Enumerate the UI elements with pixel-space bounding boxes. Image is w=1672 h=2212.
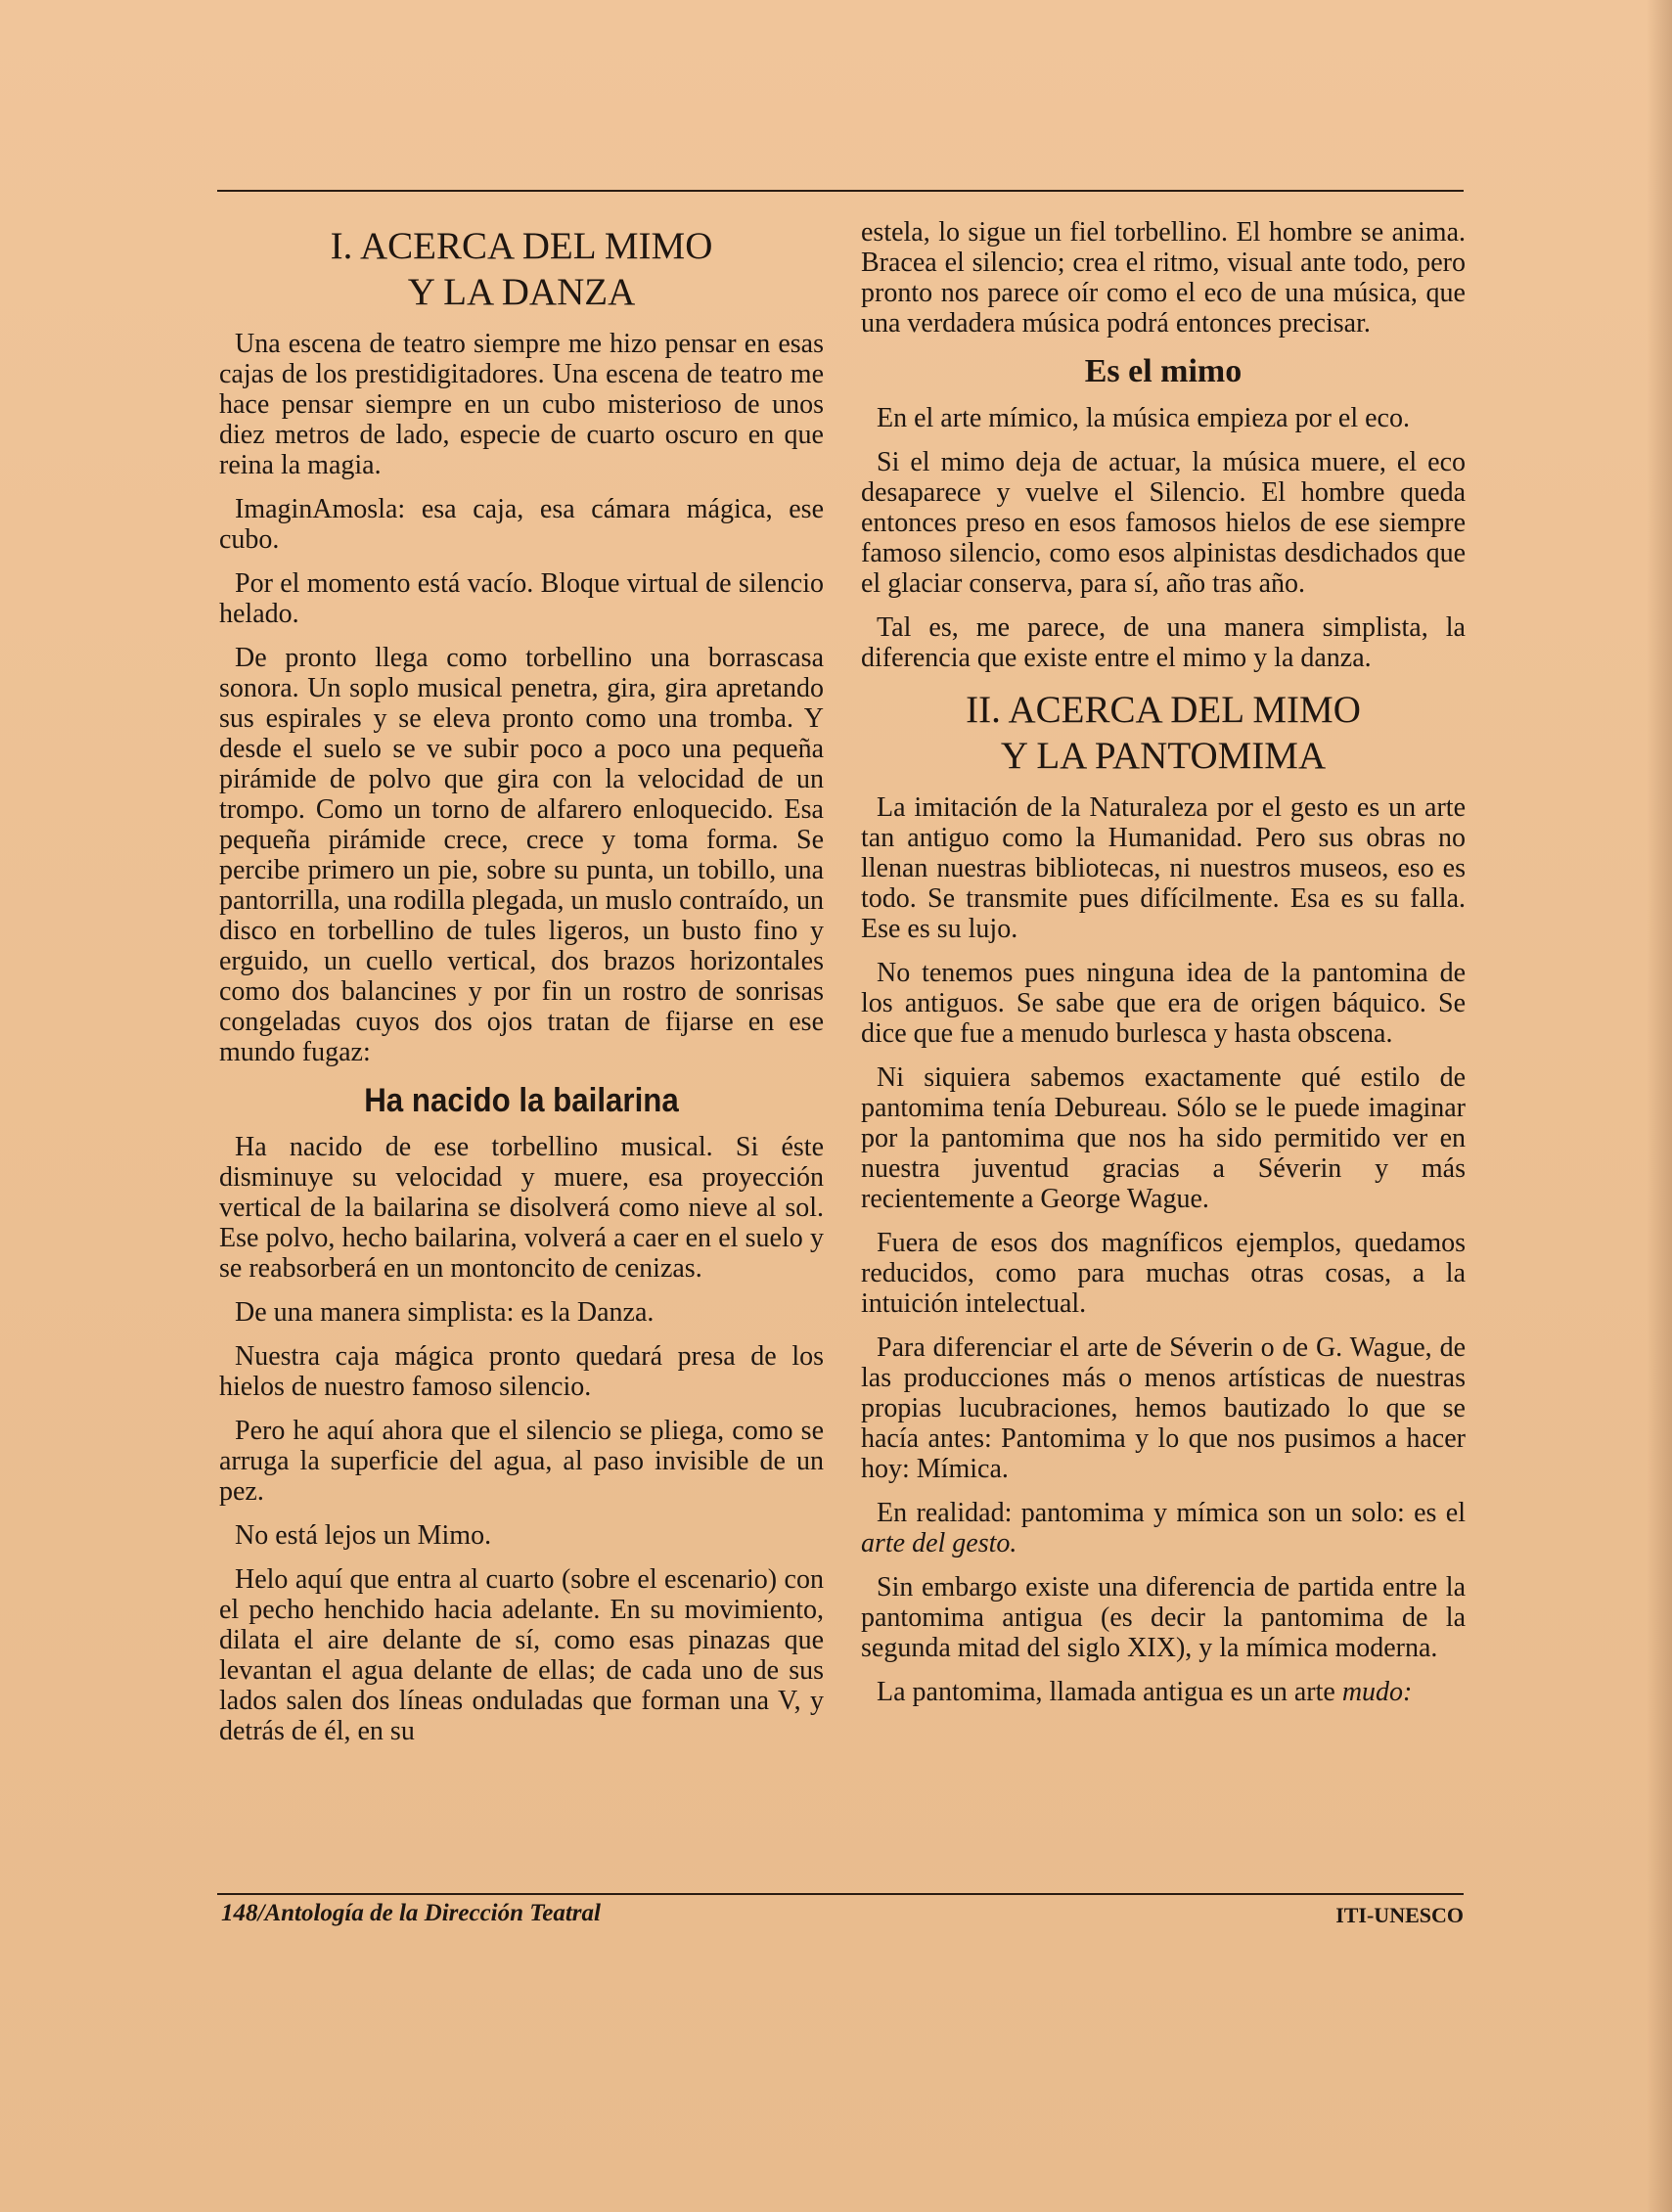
section-heading-1 [219,223,824,315]
paragraph: Pero he aquí ahora que el silencio se pliega, como se arruga la superficie del agua, al paso invisible de un pez. [219,1416,824,1507]
left-column [219,217,824,1760]
paragraph: Para diferenciar el arte de Séverin o de G. Wague, de las producciones más o menos artísticas de nuestras propias lucubraciones, hemos bautizado lo que se hacía antes: Pantomima y lo que nos pusimos a hacer hoy: Mímica. [861,1332,1466,1484]
paragraph: Por el momento está vacío. Bloque virtual de silencio helado. [219,568,824,629]
section-heading-2 [861,687,1466,779]
paragraph: Helo aquí que entra al cuarto (sobre el escenario) con el pecho henchido hacia adelante. En su movimiento, dilata el aire delante de sí, como esas pinazas que levantan el agua delante de ellas; de cada uno de sus lados salen dos líneas onduladas que forman una V, y detrás de él, en su [219,1564,824,1746]
paragraph-text: En realidad: pantomima y mímica son un solo: es el [877,1498,1466,1528]
paragraph: Ha nacido de ese torbellino musical. Si éste disminuye su velocidad y muere, esa proyección vertical de la bailarina se disolverá como nieve al sol. Ese polvo, hecho bailarina, volverá a caer en el suelo y se reabsorberá en un montoncito de cenizas. [219,1132,824,1284]
paragraph [861,1677,1466,1707]
page-edge-shadow [1647,0,1672,2212]
paragraph: Sin embargo existe una diferencia de partida entre la pantomima antigua (es decir la pantomima de la segunda mitad del siglo XIX), y la mímica moderna. [861,1572,1466,1663]
footer-page-title: 148/Antología de la Dirección Teatral [221,1900,601,1926]
subheading-bailarina: Ha nacido la bailarina [364,1082,679,1119]
paragraph: Tal es, me parece, de una manera simplista, la diferencia que existe entre el mimo y la danza. [861,612,1466,673]
emphasis-mudo: mudo: [1341,1677,1413,1707]
subheading-es-el-mimo: Es el mimo [1084,353,1243,389]
header-rule [217,190,1464,192]
paragraph: Nuestra caja mágica pronto quedará presa de los hielos de nuestro famoso silencio. [219,1341,824,1402]
paragraph: De pronto llega como torbellino una borrascasa sonora. Un soplo musical penetra, gira, gira apretando sus espirales y se eleva pronto como una tromba. Y desde el suelo se ve subir poco a poco una pequeña pirámide de polvo que gira con la velocidad de un trompo. Como un torno de alfarero enloquecido. Esa pequeña pirámide crece, crece y toma forma. Se percibe primero un pie, sobre su punta, un tobillo, una pantorrilla, una rodilla plegada, un muslo contraído, un disco en torbellino de tules ligeros, un busto fino y erguido, un cuello vertical, dos brazos horizontales como dos balancines y por fin un rostro de sonrisas congeladas cuyos dos ojos tratan de fijarse en ese mundo fugaz: [219,643,824,1067]
right-column [861,217,1466,1721]
paragraph: No está lejos un Mimo. [235,1520,492,1551]
paragraph: Una escena de teatro siempre me hizo pensar en esas cajas de los prestidigitadores. Una escena de teatro me hace pensar siempre en un cubo misterioso de unos diez metros de lado, especie de cuarto oscuro en que reina la magia. [219,329,824,480]
paragraph: ImaginAmosla: esa caja, esa cámara mágica, ese cubo. [219,494,824,555]
emphasis-arte-del-gesto: arte del gesto. [861,1528,1017,1558]
paragraph: estela, lo sigue un fiel torbellino. El hombre se anima. Bracea el silencio; crea el ritmo, visual ante todo, pero pronto nos parece oír como el eco de una música, que una verdadera música podrá entonces precisar. [861,217,1466,339]
section-heading-2-line1: II. ACERCA DEL MIMO [966,689,1361,731]
paragraph [861,1498,1466,1558]
paragraph: Ni siquiera sabemos exactamente qué estilo de pantomima tenía Debureau. Sólo se le puede imaginar por la pantomima que nos ha sido permitido ver en nuestra juventud gracias a Séverin y más recientemente a George Wague. [861,1062,1466,1214]
section-heading-1-line2: Y LA DANZA [407,271,636,313]
paragraph: Si el mimo deja de actuar, la música muere, el eco desaparece y vuelve el Silencio. El hombre queda entonces preso en esos famosos hielos de ese siempre famoso silencio, como esos alpinistas desdichados que el glaciar conserva, para sí, año tras año. [861,447,1466,599]
footer-publisher: ITI-UNESCO [1335,1903,1464,1927]
paragraph: En el arte mímico, la música empieza por el eco. [877,403,1410,433]
section-heading-1-line1: I. ACERCA DEL MIMO [330,225,713,267]
paragraph-text: La pantomima, llamada antigua es un arte [877,1677,1342,1707]
footer-rule [217,1893,1464,1895]
section-heading-2-line2: Y LA PANTOMIMA [1000,735,1327,777]
paragraph: La imitación de la Naturaleza por el gesto es un arte tan antiguo como la Humanidad. Pero sus obras no llenan nuestras bibliotecas, ni nuestros museos, eso es todo. Se transmite pues difícilmente. Esa es su falla. Ese es su lujo. [861,792,1466,944]
paragraph: No tenemos pues ninguna idea de la pantomina de los antiguos. Se sabe que era de origen báquico. Se dice que fue a menudo burlesca y hasta obscena. [861,958,1466,1049]
paragraph: Fuera de esos dos magníficos ejemplos, quedamos reducidos, como para muchas otras cosas, a la intuición intelectual. [861,1228,1466,1319]
paragraph: De una manera simplista: es la Danza. [235,1297,655,1328]
